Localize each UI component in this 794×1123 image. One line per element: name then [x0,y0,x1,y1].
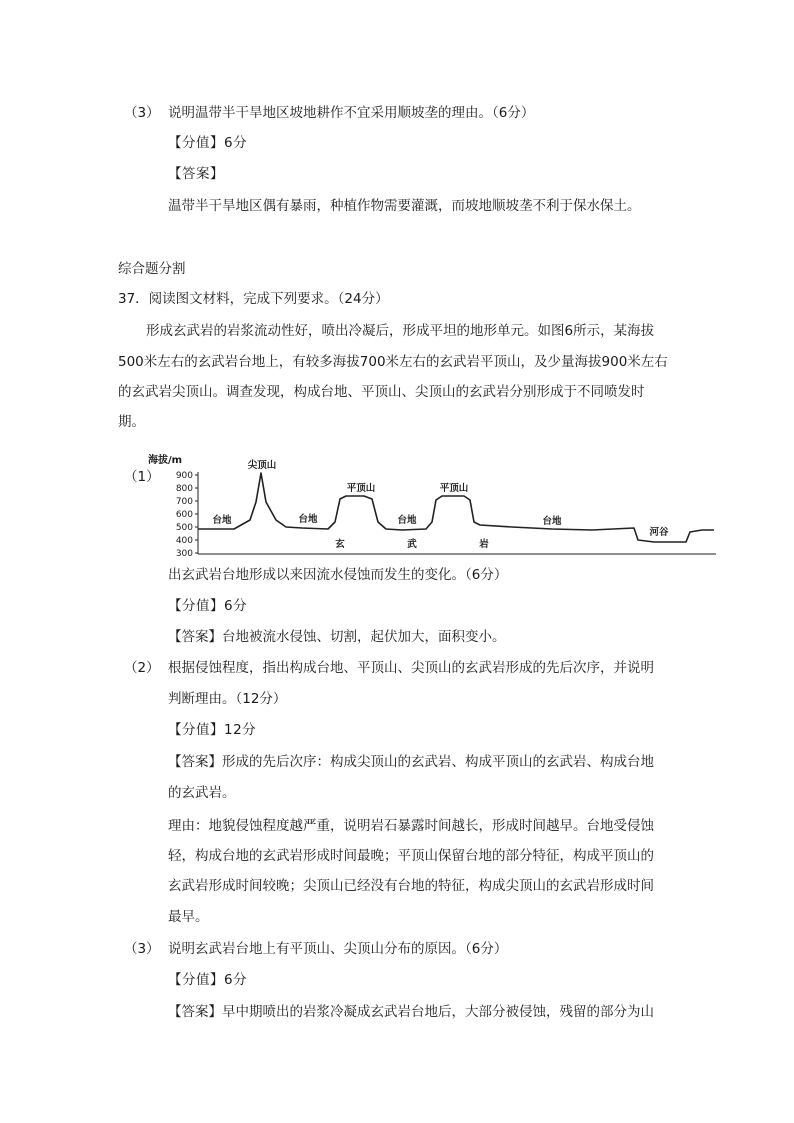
plateau-label: 台地 [298,514,318,525]
y-tick-label: 300 [175,549,193,559]
q37-part3-score: 【分值】6分 [168,972,248,988]
q37-part1-answer: 【答案】台地被流水侵蚀、切割，起伏加大，面积变小。 [168,629,506,645]
q36-part3-answer: 温带半干旱地区偶有暴雨，种植作物需要灌溉，而坡地顺坡垄不利于保水保土。 [168,198,641,214]
q37-part2-answer-line: 【答案】形成的先后次序：构成尖顶山的玄武岩、构成平顶山的玄武岩、构成台地 [168,754,654,770]
y-tick-label: 400 [175,536,193,546]
q37-part2-question-line: 根据侵蚀程度，指出构成台地、平顶山、尖顶山的玄武岩形成的先后次序，并说明 [168,660,654,676]
basalt-label: 武 [407,539,417,550]
mesa-label: 平顶山 [439,483,469,494]
q36-part3-answer-label: 【答案】 [168,166,224,182]
mesa-label: 平顶山 [346,483,376,494]
y-tick-label: 700 [175,497,193,507]
peak-label: 尖顶山 [247,460,277,471]
q37-part2-reason-line: 理由：地貌侵蚀程度越严重，说明岩石暴露时间越长，形成时间越早。台地受侵蚀 [168,818,654,834]
y-axis-label: 海拔/m [148,455,183,466]
q37-part1-score: 【分值】6分 [168,598,248,614]
q37-material-line: 期。 [118,414,145,430]
q37-part2-answer-line: 的玄武岩。 [168,785,236,801]
q37-material-line: 的玄武岩尖顶山。调查发现，构成台地、平顶山、尖顶山的玄武岩分别形成于不同喷发时 [118,384,645,400]
q37-part2-question-line: 判断理由。（12分） [168,691,287,707]
basalt-label: 玄 [335,539,345,550]
q37-part2-number: （2） [124,660,160,676]
q37-part2-score: 【分值】12分 [168,722,257,738]
q36-part3-question: 说明温带半干旱地区坡地耕作不宜采用顺坡垄的理由。（6分） [168,105,535,121]
y-tick-label: 500 [175,523,193,533]
terrain-profile-figure [142,450,732,560]
q37-part2-reason-line: 最早。 [168,909,209,925]
plateau-label: 台地 [212,515,232,526]
q36-part3-score: 【分值】6分 [168,135,248,151]
q37-part2-reason-line: 轻，构成台地的玄武岩形成时间最晚；平顶山保留台地的部分特征，构成平顶山的 [168,848,654,864]
q37-part2-reason-line: 玄武岩形成时间较晚；尖顶山已经没有台地的特征，构成尖顶山的玄武岩形成时间 [168,878,654,894]
y-tick-label: 600 [175,510,193,520]
q37-title: 37．阅读图文材料，完成下列要求。（24分） [118,291,389,307]
q37-material-line: 形成玄武岩的岩浆流动性好，喷出冷凝后，形成平坦的地形单元。如图6所示，某海拔 [146,323,655,339]
q37-material-line: 500米左右的玄武岩台地上，有较多海拔700米左右的玄武岩平顶山，及少量海拔900米左右 [118,354,668,370]
basalt-label: 岩 [479,539,489,550]
section-divider: 综合题分割 [118,261,186,277]
valley-label: 河谷 [649,527,669,538]
plateau-label: 台地 [397,515,417,526]
q37-part1-number: （1） [124,469,160,485]
q37-part1-question: 出玄武岩台地形成以来因流水侵蚀而发生的变化。（6分） [168,567,508,583]
q36-part3-number: （3） [124,105,160,121]
q37-part3-number: （3） [124,941,160,957]
q37-part3-question: 说明玄武岩台地上有平顶山、尖顶山分布的原因。（6分） [168,941,508,957]
y-tick-label: 800 [175,484,193,494]
q37-part3-answer: 【答案】早中期喷出的岩浆冷凝成玄武岩台地后，大部分被侵蚀，残留的部分为山 [168,1004,654,1020]
plateau-label: 台地 [542,516,562,527]
y-tick-label: 900 [175,471,193,481]
